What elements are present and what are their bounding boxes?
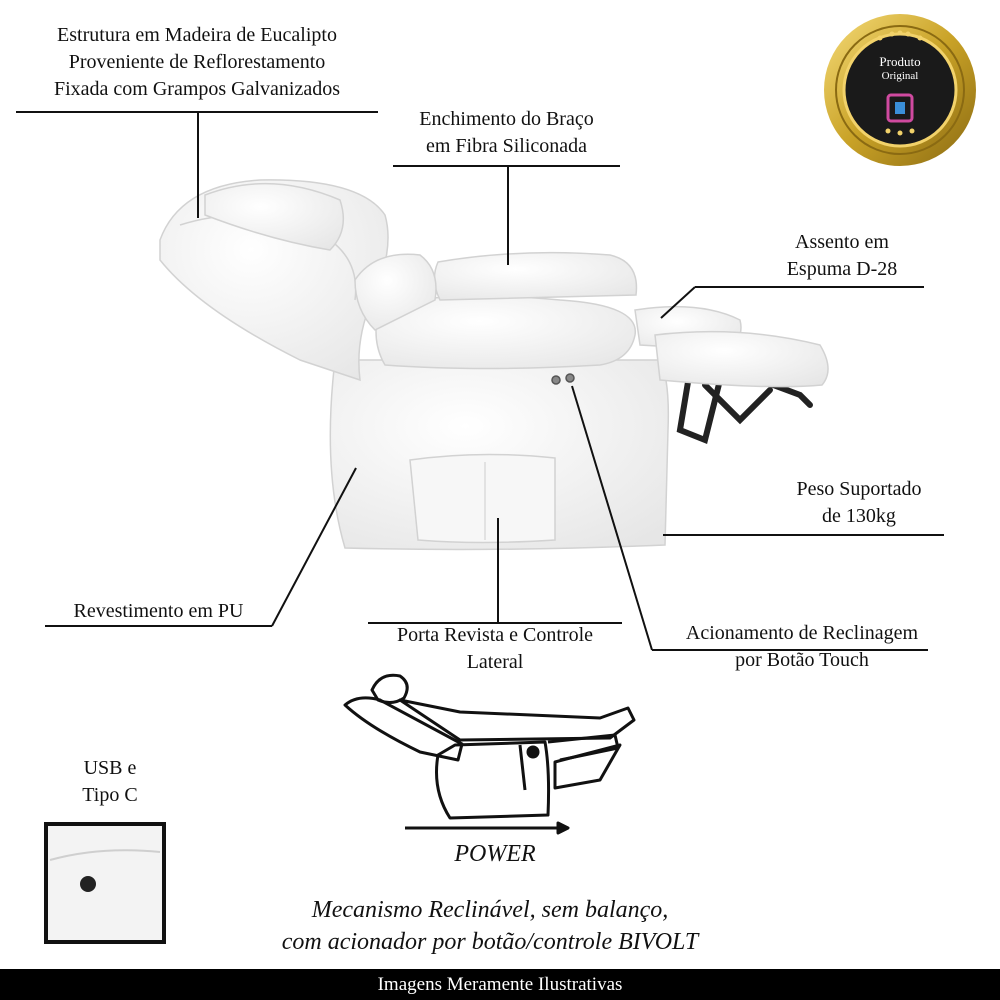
recliner-chair	[160, 180, 828, 550]
mechanism-caption: Mecanismo Reclinável, sem balanço, com acionador por botão/controle BIVOLT	[281, 897, 699, 955]
power-label: POWER	[454, 841, 536, 867]
badge-text: Produto Original	[879, 54, 921, 82]
label-assento: Assento em Espuma D-28	[786, 231, 898, 280]
label-acionamento: Acionamento de Reclinagem por Botão Touch	[685, 622, 919, 671]
label-peso: Peso Suportado de 130kg	[796, 478, 922, 527]
footer-disclaimer: Imagens Meramente Ilustrativas	[0, 969, 1000, 1000]
product-original-badge	[824, 14, 976, 166]
power-recliner-diagram	[345, 675, 634, 833]
label-revestimento: Revestimento em PU	[73, 600, 244, 622]
label-estrutura: Estrutura em Madeira de Eucalipto Proveniente de Reflorestamento Fixada com Grampos Galvanizados	[53, 24, 341, 100]
label-enchimento: Enchimento do Braço em Fibra Siliconada	[419, 108, 594, 157]
label-porta-revista: Porta Revista e Controle Lateral	[396, 624, 594, 673]
usb-port-thumbnail	[46, 824, 164, 942]
label-usb: USB e Tipo C	[82, 757, 138, 806]
usb-port-icon	[80, 876, 96, 892]
